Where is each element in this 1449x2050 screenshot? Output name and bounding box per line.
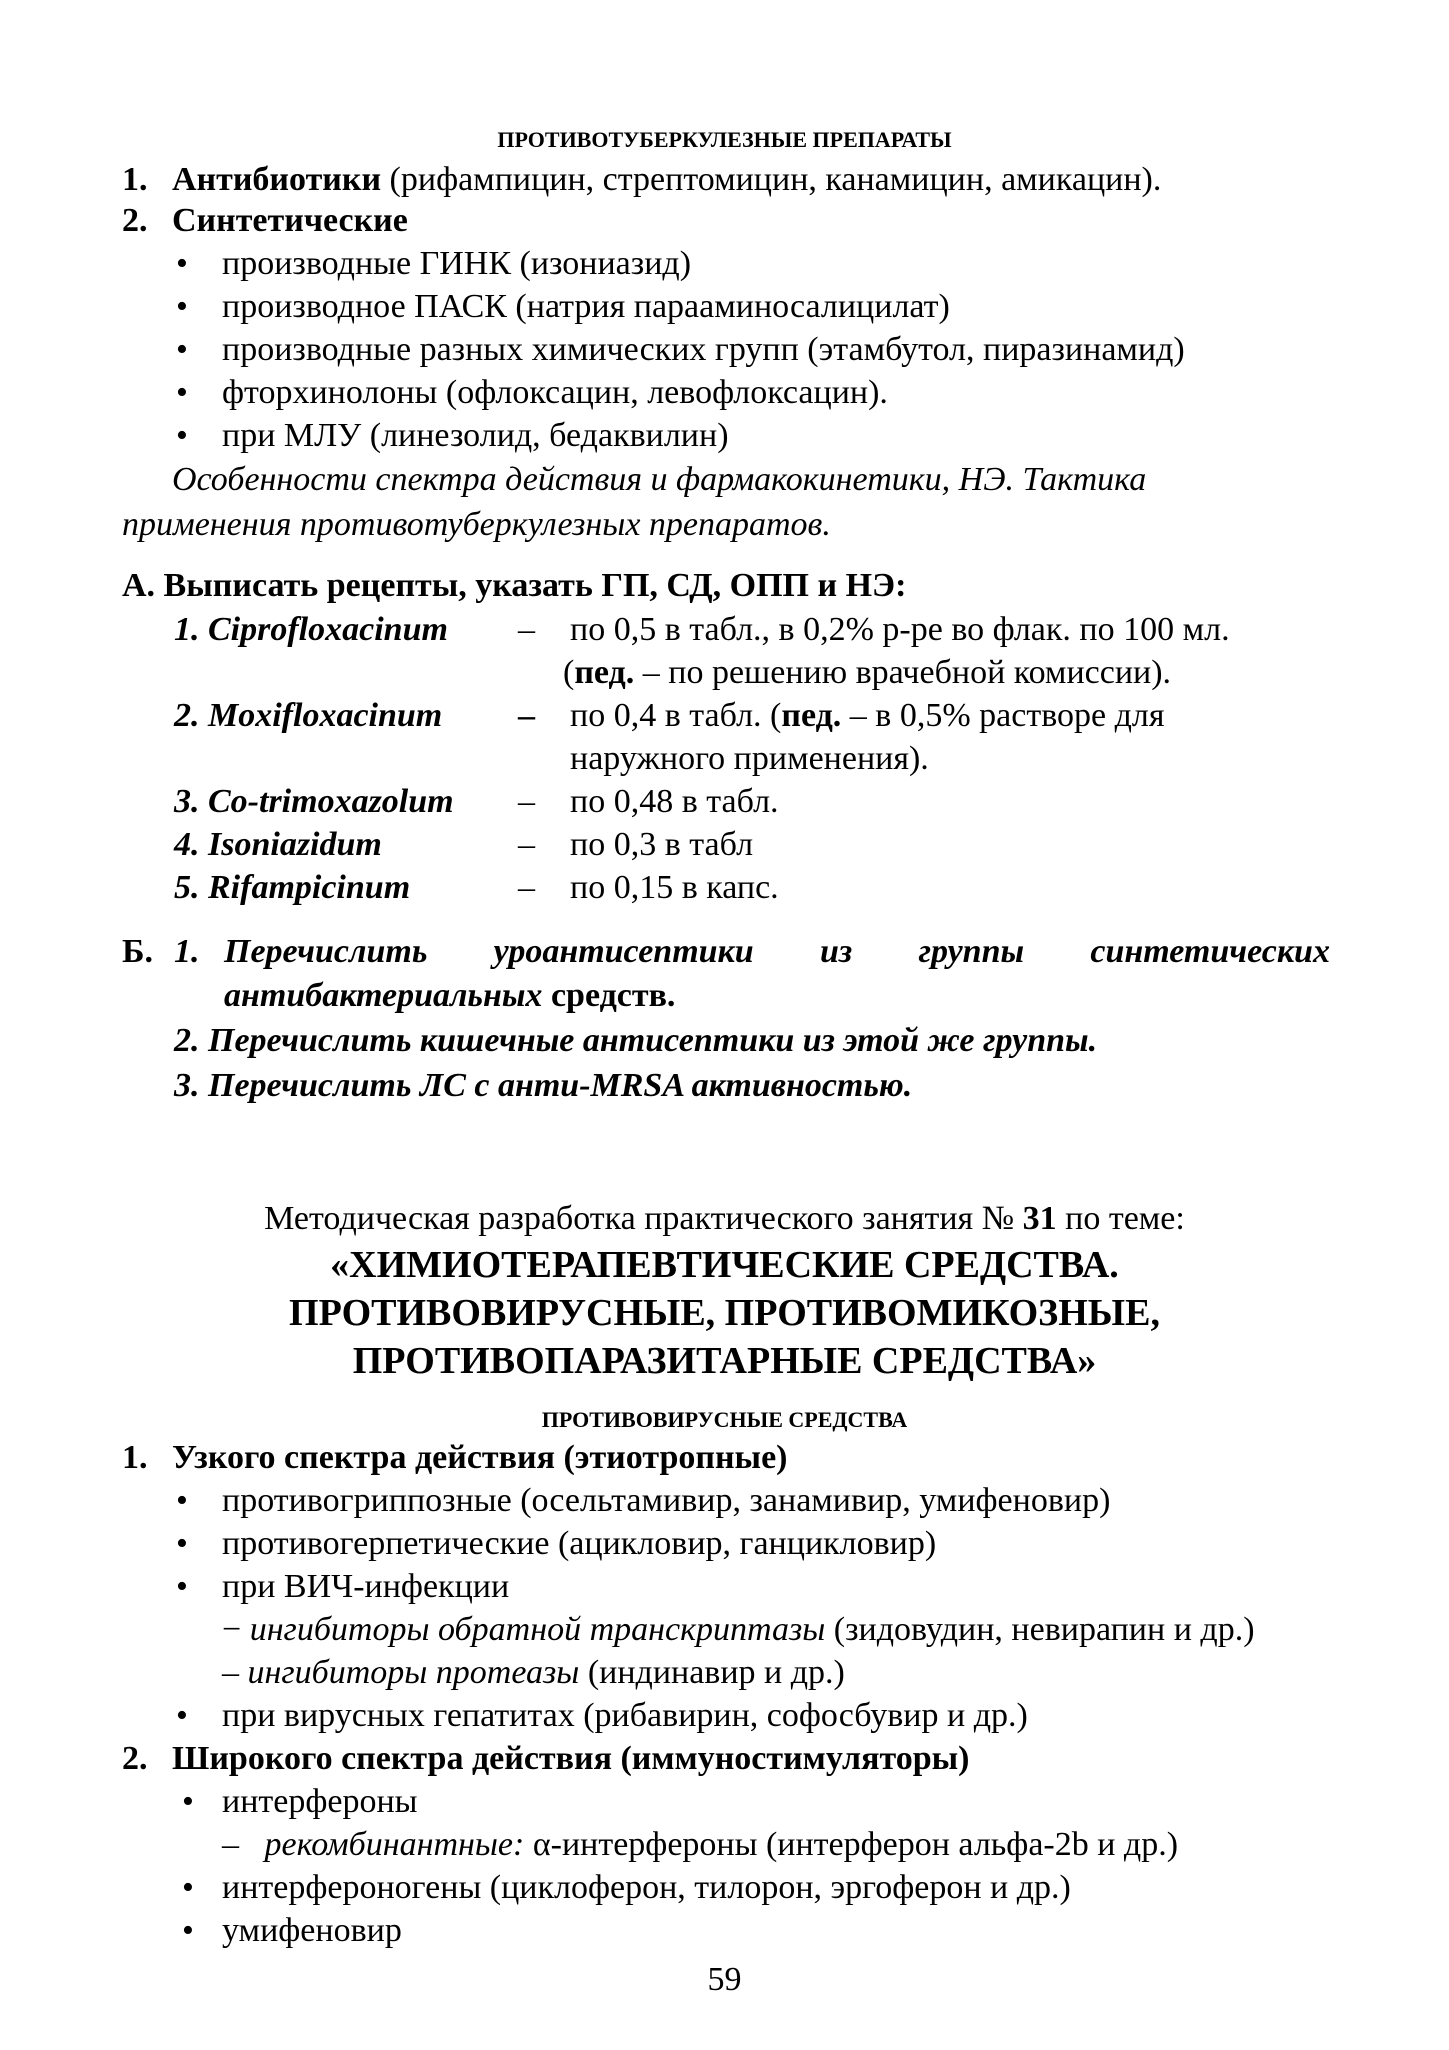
drug-dash: –: [518, 697, 535, 734]
drug-name: 4. Isoniazidum: [174, 826, 382, 863]
drug-name: 2. Moxifloxacinum: [174, 697, 443, 734]
drug-desc: по 0,5 в табл., в 0,2% р-ре во флак. по 100 мл.: [570, 611, 1230, 648]
drug-name: 5. Rifampicinum: [174, 869, 411, 906]
bold-text: пед.: [574, 654, 635, 691]
text: по 0,4 в табл. (: [570, 697, 782, 734]
question-word: Перечислить: [224, 933, 428, 970]
text: α-интерфероны (интерферон альфа-2b и др.): [524, 1826, 1179, 1863]
lesson-number: 31: [1022, 1200, 1057, 1237]
bullet-text: производные разных химических групп (этамбутол, пиразинамид): [222, 331, 1185, 368]
prescription-row: [174, 825, 754, 865]
list-item: [122, 1438, 788, 1478]
drug-desc: по 0,3 в табл: [570, 826, 754, 863]
bullet-icon: •: [176, 1482, 188, 1519]
lesson-title: «ХИМИОТЕРАПЕВТИЧЕСКИЕ СРЕДСТВА.: [330, 1244, 1119, 1286]
bullet-icon: •: [176, 1568, 188, 1605]
drug-desc: по 0,48 в табл.: [570, 783, 779, 820]
drug-desc: [570, 696, 1165, 736]
drug-dash: –: [518, 869, 535, 906]
list-number: 1.: [122, 161, 148, 198]
bullet-text: интерфероногены (циклоферон, тилорон, эргоферон и др.): [222, 1869, 1071, 1906]
sub-item: [222, 1825, 1178, 1865]
bullet-text: производное ПАСК (натрия парааминосалицилат): [222, 288, 950, 325]
prescription-row: [174, 782, 779, 822]
bullet-icon: •: [176, 331, 188, 368]
drug-dash: –: [518, 783, 535, 820]
drug-dash: –: [518, 611, 535, 648]
list-item-bold: Синтетические: [172, 202, 408, 239]
list-item: [122, 201, 408, 241]
bullet-text: производные ГИНК (изониазид): [222, 245, 692, 282]
dash: –: [222, 1826, 239, 1863]
page-number: 59: [707, 1961, 742, 1998]
dash: −: [222, 1611, 242, 1648]
section-b-question: [122, 932, 200, 972]
question-line: 3. Перечислить ЛС с анти-MRSA активностью.: [174, 1067, 913, 1104]
question-line: 2. Перечислить кишечные антисептики из этой же группы.: [174, 1022, 1098, 1059]
list-number: 1.: [122, 1439, 148, 1476]
bullet-icon: •: [176, 374, 188, 411]
bullet-text: при вирусных гепатитах (рибавирин, софосбувир и др.): [222, 1697, 1028, 1734]
bullet-text: при МЛУ (линезолид, бедаквилин): [222, 417, 729, 454]
section-heading-antiviral: ПРОТИВОВИРУСНЫЕ СРЕДСТВА: [541, 1407, 908, 1432]
list-item: [122, 160, 1162, 200]
list-number: 2.: [122, 1740, 148, 1777]
sub-item: [222, 1653, 845, 1693]
bold-text: пед.: [781, 697, 842, 734]
lesson-title: ПРОТИВОПАРАЗИТАРНЫЕ СРЕДСТВА»: [352, 1340, 1097, 1382]
bullet-icon: •: [176, 1525, 188, 1562]
text: Методическая разработка практического занятия №: [264, 1200, 1023, 1237]
italic-text: рекомбинантные:: [264, 1826, 525, 1863]
bullet-text: противогриппозные (осельтамивир, занамивир, умифеновир): [222, 1482, 1111, 1519]
text: (зидовудин, невирапин и др.): [825, 1611, 1255, 1648]
text: (: [563, 654, 575, 691]
bullet-icon: •: [182, 1869, 194, 1906]
bullet-icon: •: [176, 417, 188, 454]
question-word: синтетических: [1090, 933, 1330, 970]
bullet-icon: •: [182, 1912, 194, 1949]
bullet-text: противогерпетические (ацикловир, ганцикловир): [222, 1525, 937, 1562]
text: (индинавир и др.): [579, 1654, 845, 1691]
text: по теме:: [1056, 1200, 1185, 1237]
drug-desc: по 0,15 в капс.: [570, 869, 779, 906]
list-number: 2.: [122, 202, 148, 239]
bullet-text: фторхинолоны (офлоксацин, левофлоксацин).: [222, 374, 888, 411]
drug-name: 3. Co-trimoxazolum: [174, 783, 454, 820]
bold-text: средств.: [542, 977, 676, 1014]
section-letter: Б.: [122, 933, 153, 970]
bullet-icon: •: [176, 245, 188, 282]
italic-text: ингибиторы протеазы: [247, 1654, 580, 1691]
question-word: из: [819, 933, 853, 970]
list-item-bold: Широкого спектра действия (иммуностимуляторы): [172, 1740, 970, 1777]
bullet-text: интерфероны: [222, 1783, 418, 1820]
prescription-row: [174, 610, 1230, 650]
prescription-continuation: [563, 653, 1171, 693]
question-word: группы: [918, 933, 1025, 970]
section-heading-antituberculosis: ПРОТИВОТУБЕРКУЛЕЗНЫЕ ПРЕПАРАТЫ: [497, 127, 952, 152]
lesson-title: ПРОТИВОВИРУСНЫЕ, ПРОТИВОМИКОЗНЫЕ,: [289, 1292, 1160, 1334]
note-line: применения противотуберкулезных препаратов.: [122, 506, 831, 543]
question-number: 1.: [174, 933, 200, 970]
list-item: [122, 1739, 970, 1779]
list-item-rest: (рифампицин, стрептомицин, канамицин, амикацин).: [381, 161, 1162, 198]
dash: –: [222, 1654, 239, 1691]
prescription-row: [174, 868, 779, 908]
question-line: [224, 932, 1330, 972]
question-line: [224, 976, 675, 1016]
list-item-bold: Антибиотики: [172, 161, 382, 198]
bullet-text: умифеновир: [222, 1912, 402, 1949]
bullet-icon: •: [176, 288, 188, 325]
bullet-icon: •: [182, 1783, 194, 1820]
bullet-text: при ВИЧ-инфекции: [222, 1568, 510, 1605]
section-a-heading: А. Выписать рецепты, указать ГП, СД, ОПП и НЭ:: [122, 567, 907, 604]
note-line: Особенности спектра действия и фармакокинетики, НЭ. Тактика: [172, 461, 1147, 498]
text: – в 0,5% растворе для: [841, 697, 1165, 734]
question-word: уроантисептики: [493, 933, 754, 970]
drug-dash: –: [518, 826, 535, 863]
sub-item: [222, 1610, 1255, 1650]
list-item-bold: Узкого спектра действия (этиотропные): [172, 1439, 788, 1476]
italic-text: ингибиторы обратной транскриптазы: [249, 1611, 826, 1648]
text: – по решению врачебной комиссии).: [634, 654, 1172, 691]
list-item-text: [172, 160, 1161, 200]
italic-text: антибактериальных: [224, 977, 543, 1014]
drug-name: 1. Ciprofloxacinum: [174, 611, 448, 648]
prescription-continuation: наружного применения).: [570, 740, 929, 777]
lesson-intro: [0, 1199, 1449, 1239]
prescription-row: [174, 696, 1165, 736]
bullet-icon: •: [176, 1697, 188, 1734]
